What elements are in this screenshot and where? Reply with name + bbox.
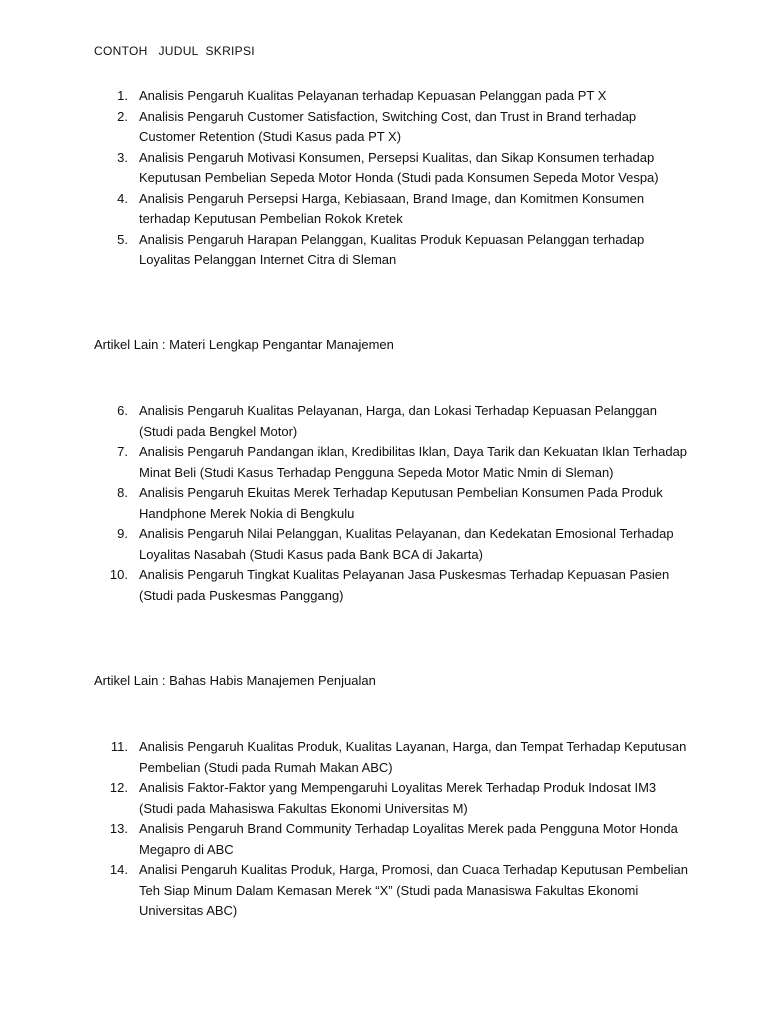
item-text: Analisis Pengaruh Motivasi Konsumen, Persepsi Kualitas, dan Sikap Konsumen terhadap Keputusan Pembelian Sepeda Motor Honda (Studi pada Konsumen Sepeda Motor Vespa) — [139, 149, 659, 185]
item-number: 1. — [117, 88, 128, 103]
list-item — [92, 401, 692, 442]
list-item — [92, 189, 692, 230]
item-number: 13. — [109, 821, 128, 836]
item-number: 4. — [117, 190, 128, 206]
item-number: 8. — [117, 485, 128, 500]
item-text: Analisis Pengaruh Customer Satisfaction, Switching Cost, dan Trust in Brand terhadap Customer Retention (Studi Kasus pada PT X) — [139, 108, 637, 144]
item-text: Analisis Pengaruh Tingkat Kualitas Pelayanan Jasa Puskesmas Terhadap Kepuasan Pasien (Studi pada Puskesmas Panggang) — [139, 567, 670, 603]
list-item — [92, 230, 692, 271]
list-item — [92, 107, 692, 148]
item-number: 7. — [117, 444, 128, 459]
item-text: Analisis Pengaruh Kualitas Pelayanan, Harga, dan Lokasi Terhadap Kepuasan Pelanggan (Studi pada Bengkel Motor) — [139, 403, 657, 439]
item-number: 11. — [110, 739, 128, 754]
thesis-title-list-3 — [92, 737, 692, 922]
item-number: 6. — [117, 403, 128, 418]
item-text: Analisis Pengaruh Pandangan iklan, Kredibilitas Iklan, Daya Tarik dan Kekuatan Iklan Terhadap Minat Beli (Studi Kasus Terhadap Pengguna Sepeda Motor Matic Nmin di Sleman) — [139, 444, 688, 480]
list-item — [92, 778, 692, 819]
item-text: Analisis Pengaruh Brand Community Terhadap Loyalitas Merek pada Pengguna Motor Honda Megapro di ABC — [139, 821, 678, 857]
item-number: 12. — [109, 780, 128, 795]
list-item — [92, 483, 692, 524]
related-article-link: Artikel Lain : Bahas Habis Manajemen Penjualan — [94, 673, 376, 688]
item-number: 5. — [117, 231, 128, 247]
list-item — [92, 819, 692, 860]
thesis-title-list-2 — [92, 401, 692, 606]
item-text: Analisis Pengaruh Kualitas Pelayanan terhadap Kepuasan Pelanggan pada PT X — [139, 88, 607, 103]
document-title: CONTOH JUDUL SKRIPSI — [94, 44, 255, 58]
list-item — [92, 86, 692, 107]
item-number: 3. — [117, 149, 128, 165]
item-number: 14. — [109, 862, 128, 877]
item-text: Analisis Pengaruh Kualitas Produk, Kualitas Layanan, Harga, dan Tempat Terhadap Keputusan Pembelian (Studi pada Rumah Makan ABC) — [139, 739, 687, 775]
related-article-link: Artikel Lain : Materi Lengkap Pengantar Manajemen — [94, 337, 394, 352]
list-item — [92, 860, 692, 922]
thesis-title-list-1 — [92, 86, 692, 271]
item-text: Analisi Pengaruh Kualitas Produk, Harga, Promosi, dan Cuaca Terhadap Keputusan Pembelian Teh Siap Minum Dalam Kemasan Merek “X” (Studi pada Manasiswa Fakultas Ekonomi Universitas ABC) — [139, 862, 688, 918]
item-text: Analisis Pengaruh Harapan Pelanggan, Kualitas Produk Kepuasan Pelanggan terhadap Loyalitas Pelanggan Internet Citra di Sleman — [139, 231, 645, 267]
item-text: Analisis Faktor-Faktor yang Mempengaruhi Loyalitas Merek Terhadap Produk Indosat IM3 (Studi pada Mahasiswa Fakultas Ekonomi Universitas M) — [139, 780, 657, 816]
list-item — [92, 524, 692, 565]
list-item — [92, 737, 692, 778]
item-text: Analisis Pengaruh Ekuitas Merek Terhadap Keputusan Pembelian Konsumen Pada Produk Handphone Merek Nokia di Bengkulu — [139, 485, 663, 521]
list-item — [92, 148, 692, 189]
list-item — [92, 442, 692, 483]
list-item — [92, 565, 692, 606]
item-text: Analisis Pengaruh Persepsi Harga, Kebiasaan, Brand Image, dan Komitmen Konsumen terhadap Keputusan Pembelian Rokok Kretek — [139, 190, 645, 226]
item-text: Analisis Pengaruh Nilai Pelanggan, Kualitas Pelayanan, dan Kedekatan Emosional Terhadap Loyalitas Nasabah (Studi Kasus pada Bank BCA di Jakarta) — [139, 526, 674, 562]
item-number: 2. — [117, 108, 128, 124]
item-number: 9. — [117, 526, 128, 541]
item-number: 10. — [109, 567, 128, 582]
